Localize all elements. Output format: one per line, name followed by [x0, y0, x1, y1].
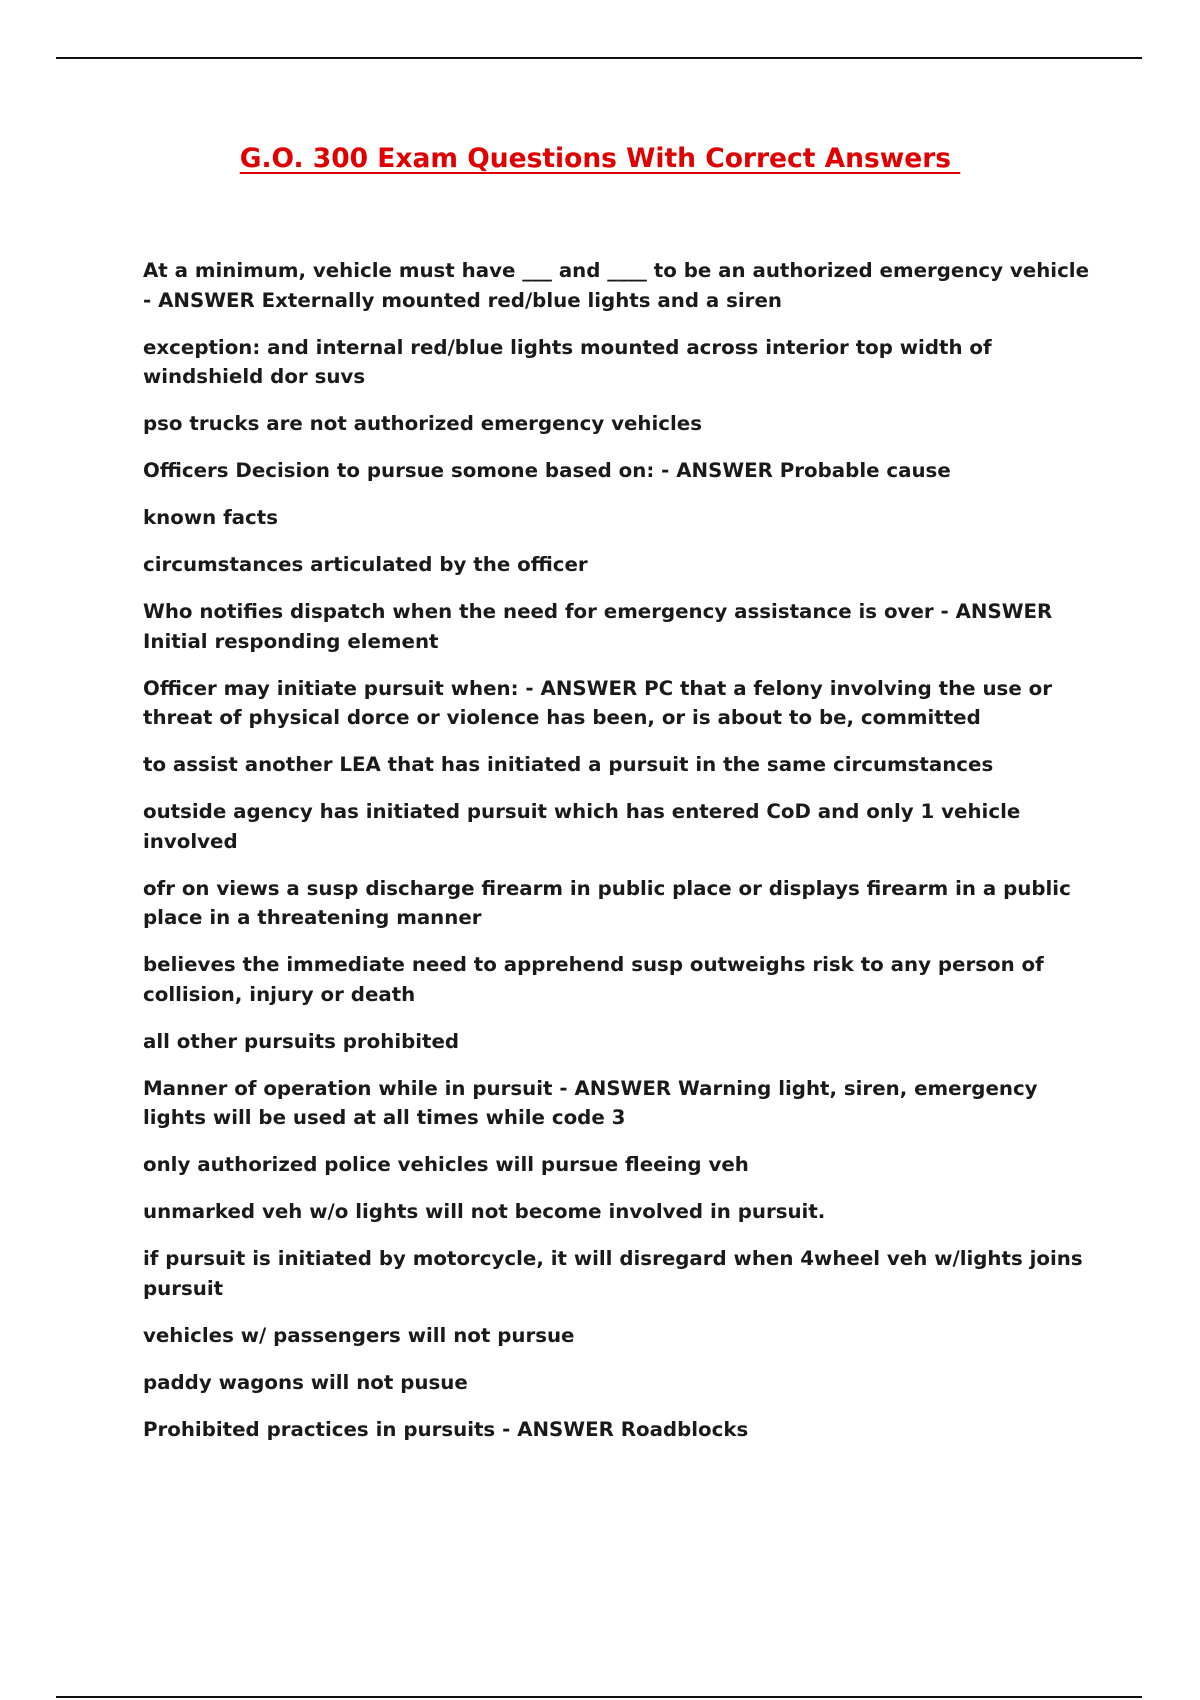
paragraph: only authorized police vehicles will pursue fleeing veh [143, 1153, 749, 1176]
paragraph: outside agency has initiated pursuit which has entered CoD and only 1 vehicle involved [143, 800, 1021, 853]
paragraph: exception: and internal red/blue lights mounted across interior top width of windshield dor suvs [143, 335, 992, 388]
header-rule [56, 57, 1142, 59]
paragraph: all other pursuits prohibited [143, 1029, 460, 1053]
paragraph: ofr on views a susp discharge firearm in public place or displays firearm in a public place in a threatening manner [143, 876, 1071, 929]
paragraph: Prohibited practices in pursuits - ANSWER Roadblocks [143, 1417, 749, 1441]
paragraph: Who notifies dispatch when the need for emergency assistance is over - ANSWER Initial responding element [143, 600, 1053, 653]
paragraph: Manner of operation while in pursuit - ANSWER Warning light, siren, emergency lights will be used at all times while code 3 [143, 1076, 1038, 1129]
paragraph: Officer may initiate pursuit when: - ANSWER PC that a felony involving the use or threat of physical dorce or violence has been, or is about to be, committed [143, 676, 1052, 729]
document-body [143, 256, 1093, 1462]
document-title: G.O. 300 Exam Questions With Correct Answers [239, 143, 961, 174]
paragraph: Officers Decision to pursue somone based on: - ANSWER Probable cause [143, 459, 951, 482]
paragraph: believes the immediate need to apprehend susp outweighs risk to any person of collision, injury or death [143, 953, 1044, 1006]
paragraph: At a minimum, vehicle must have ___ and ____ to be an authorized emergency vehicle - ANSWER Externally mounted red/blue lights and a siren [143, 259, 1090, 312]
paragraph: unmarked veh w/o lights will not become involved in pursuit. [143, 1200, 826, 1223]
paragraph: if pursuit is initiated by motorcycle, it will disregard when 4wheel veh w/lights joins pursuit [143, 1247, 1083, 1300]
document-title-container [0, 143, 1200, 174]
paragraph: paddy wagons will not pusue [143, 1370, 468, 1394]
paragraph: circumstances articulated by the officer [143, 553, 588, 576]
paragraph: pso trucks are not authorized emergency vehicles [143, 412, 702, 435]
paragraph: known facts [143, 506, 278, 529]
footer-rule [56, 1696, 1142, 1698]
paragraph: to assist another LEA that has initiated a pursuit in the same circumstances [143, 753, 994, 776]
paragraph: vehicles w/ passengers will not pursue [143, 1323, 575, 1347]
